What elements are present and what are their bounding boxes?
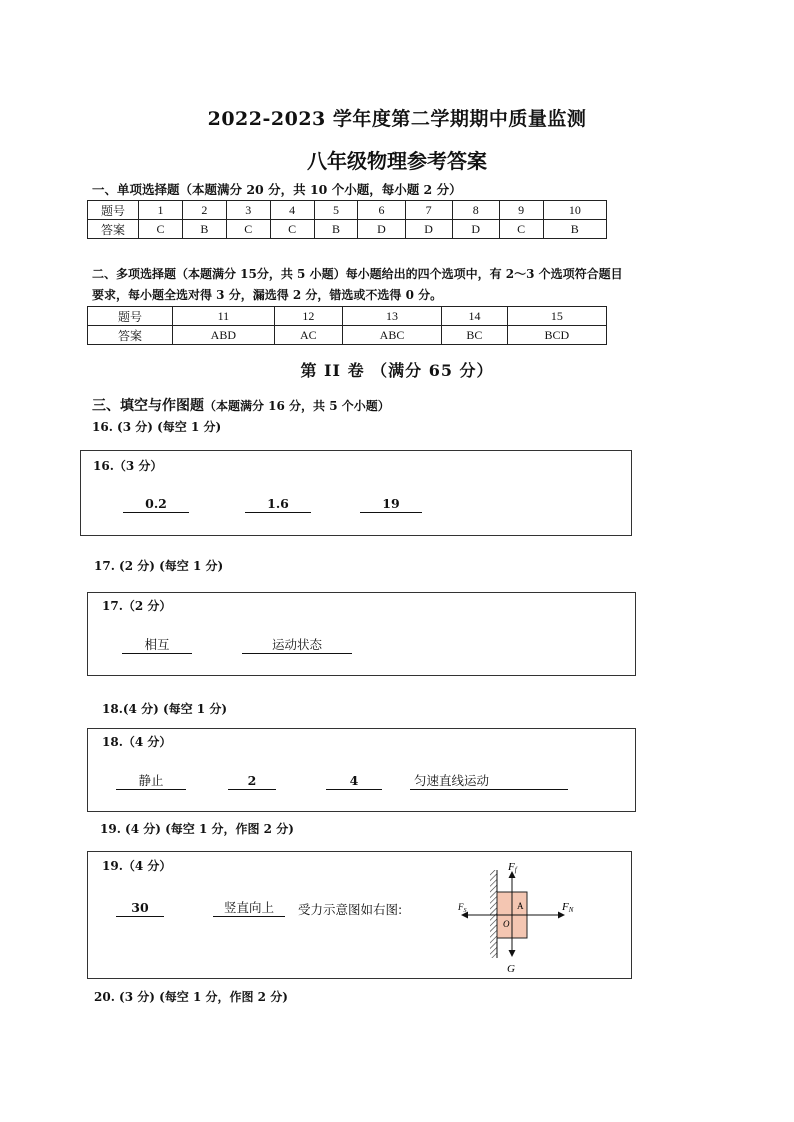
origin-label: O — [503, 919, 510, 929]
table-cell: 9 — [499, 201, 543, 220]
table-cell: 8 — [452, 201, 499, 220]
q18-blank-3: 4 — [326, 773, 382, 790]
table-cell: C — [270, 220, 314, 239]
table-cell: 5 — [314, 201, 358, 220]
table-cell: 14 — [442, 307, 508, 326]
document-subtitle: 八年级物理参考答案 — [307, 149, 487, 173]
table-cell: D — [452, 220, 499, 239]
q17-answer-box — [87, 592, 636, 676]
q19-label: 19. (4 分) (每空 1 分，作图 2 分) — [100, 822, 294, 836]
multiple-choice-table — [87, 306, 607, 345]
section2-heading-line1: 二、多项选择题（本题满分 15分，共 5 小题）每小题给出的四个选项中，有 2～3 个选项符合题目 — [92, 267, 623, 281]
q17-blank-2: 运动状态 — [242, 637, 352, 654]
section3-heading-note: （本题满分 16 分，共 5 个小题） — [204, 399, 390, 413]
table-row — [88, 307, 607, 326]
ff-label: Ff — [508, 861, 517, 874]
q18-box-title: 18.（4 分） — [102, 735, 172, 749]
table-cell: D — [405, 220, 452, 239]
table-cell: 11 — [173, 307, 275, 326]
table-cell: C — [499, 220, 543, 239]
q16-blank-3: 19 — [360, 496, 422, 513]
q16-answer-box — [80, 450, 632, 536]
section1-heading: 一、单项选择题（本题满分 20 分，共 10 个小题，每小题 2 分） — [92, 182, 462, 197]
force-diagram — [448, 860, 588, 978]
table-cell: B — [543, 220, 606, 239]
q19-blank-2: 竖直向上 — [213, 900, 285, 917]
section2-heading-line2: 要求，每小题全选对得 3 分，漏选得 2 分，错选或不选得 0 分。 — [92, 288, 443, 302]
wall-hatch — [490, 870, 497, 958]
table-cell: 3 — [226, 201, 270, 220]
table-cell: B — [182, 220, 226, 239]
q17-label: 17. (2 分) (每空 1 分) — [94, 559, 224, 573]
q17-blank-1: 相互 — [122, 637, 192, 654]
single-choice-table — [87, 200, 607, 239]
table-cell: 12 — [274, 307, 342, 326]
table-cell: C — [226, 220, 270, 239]
row-label: 答案 — [88, 326, 173, 345]
table-cell: 4 — [270, 201, 314, 220]
q18-blank-4: 匀速直线运动 — [410, 773, 568, 790]
document-title: 2022-2023 学年度第二学期期中质量监测 — [207, 108, 587, 130]
g-label: G — [507, 963, 515, 975]
q19-blank-1: 30 — [116, 900, 164, 917]
table-cell: 7 — [405, 201, 452, 220]
table-cell: BC — [442, 326, 508, 345]
q18-blank-1: 静止 — [116, 773, 186, 790]
row-label: 答案 — [88, 220, 139, 239]
q16-label: 16. (3 分) (每空 1 分) — [92, 420, 222, 434]
q18-blank-2: 2 — [228, 773, 276, 790]
table-cell: 15 — [507, 307, 606, 326]
table-cell: 10 — [543, 201, 606, 220]
q16-box-title: 16.（3 分） — [93, 459, 163, 473]
table-row — [88, 220, 607, 239]
table-cell: BCD — [507, 326, 606, 345]
table-row — [88, 326, 607, 345]
q19-note: 受力示意图如右图: — [298, 902, 403, 917]
q18-label: 18.(4 分) (每空 1 分) — [102, 702, 227, 716]
section3-heading-wrap — [92, 395, 390, 415]
row-label: 题号 — [88, 307, 173, 326]
table-row — [88, 201, 607, 220]
row-label: 题号 — [88, 201, 139, 220]
table-cell: 13 — [342, 307, 441, 326]
section3-heading: 三、填空与作图题 — [92, 398, 204, 414]
table-cell: D — [358, 220, 405, 239]
part2-title: 第 II 卷 （满分 65 分） — [300, 361, 494, 380]
table-cell: AC — [274, 326, 342, 345]
table-cell: C — [139, 220, 183, 239]
q17-box-title: 17.（2 分） — [102, 599, 172, 613]
block-label: A — [517, 901, 524, 911]
table-cell: 1 — [139, 201, 183, 220]
table-cell: ABC — [342, 326, 441, 345]
q18-answer-box — [87, 728, 636, 812]
q16-blank-2: 1.6 — [245, 496, 311, 513]
q19-box-title: 19.（4 分） — [102, 859, 172, 873]
table-cell: B — [314, 220, 358, 239]
q19-answer-box — [87, 851, 632, 979]
table-cell: 6 — [358, 201, 405, 220]
q16-blank-1: 0.2 — [123, 496, 189, 513]
table-cell: ABD — [173, 326, 275, 345]
q20-label: 20. (3 分) (每空 1 分，作图 2 分) — [94, 990, 288, 1004]
fs-label: $F_S$ — [458, 902, 467, 914]
fn-label: FN — [562, 901, 574, 914]
table-cell: 2 — [182, 201, 226, 220]
